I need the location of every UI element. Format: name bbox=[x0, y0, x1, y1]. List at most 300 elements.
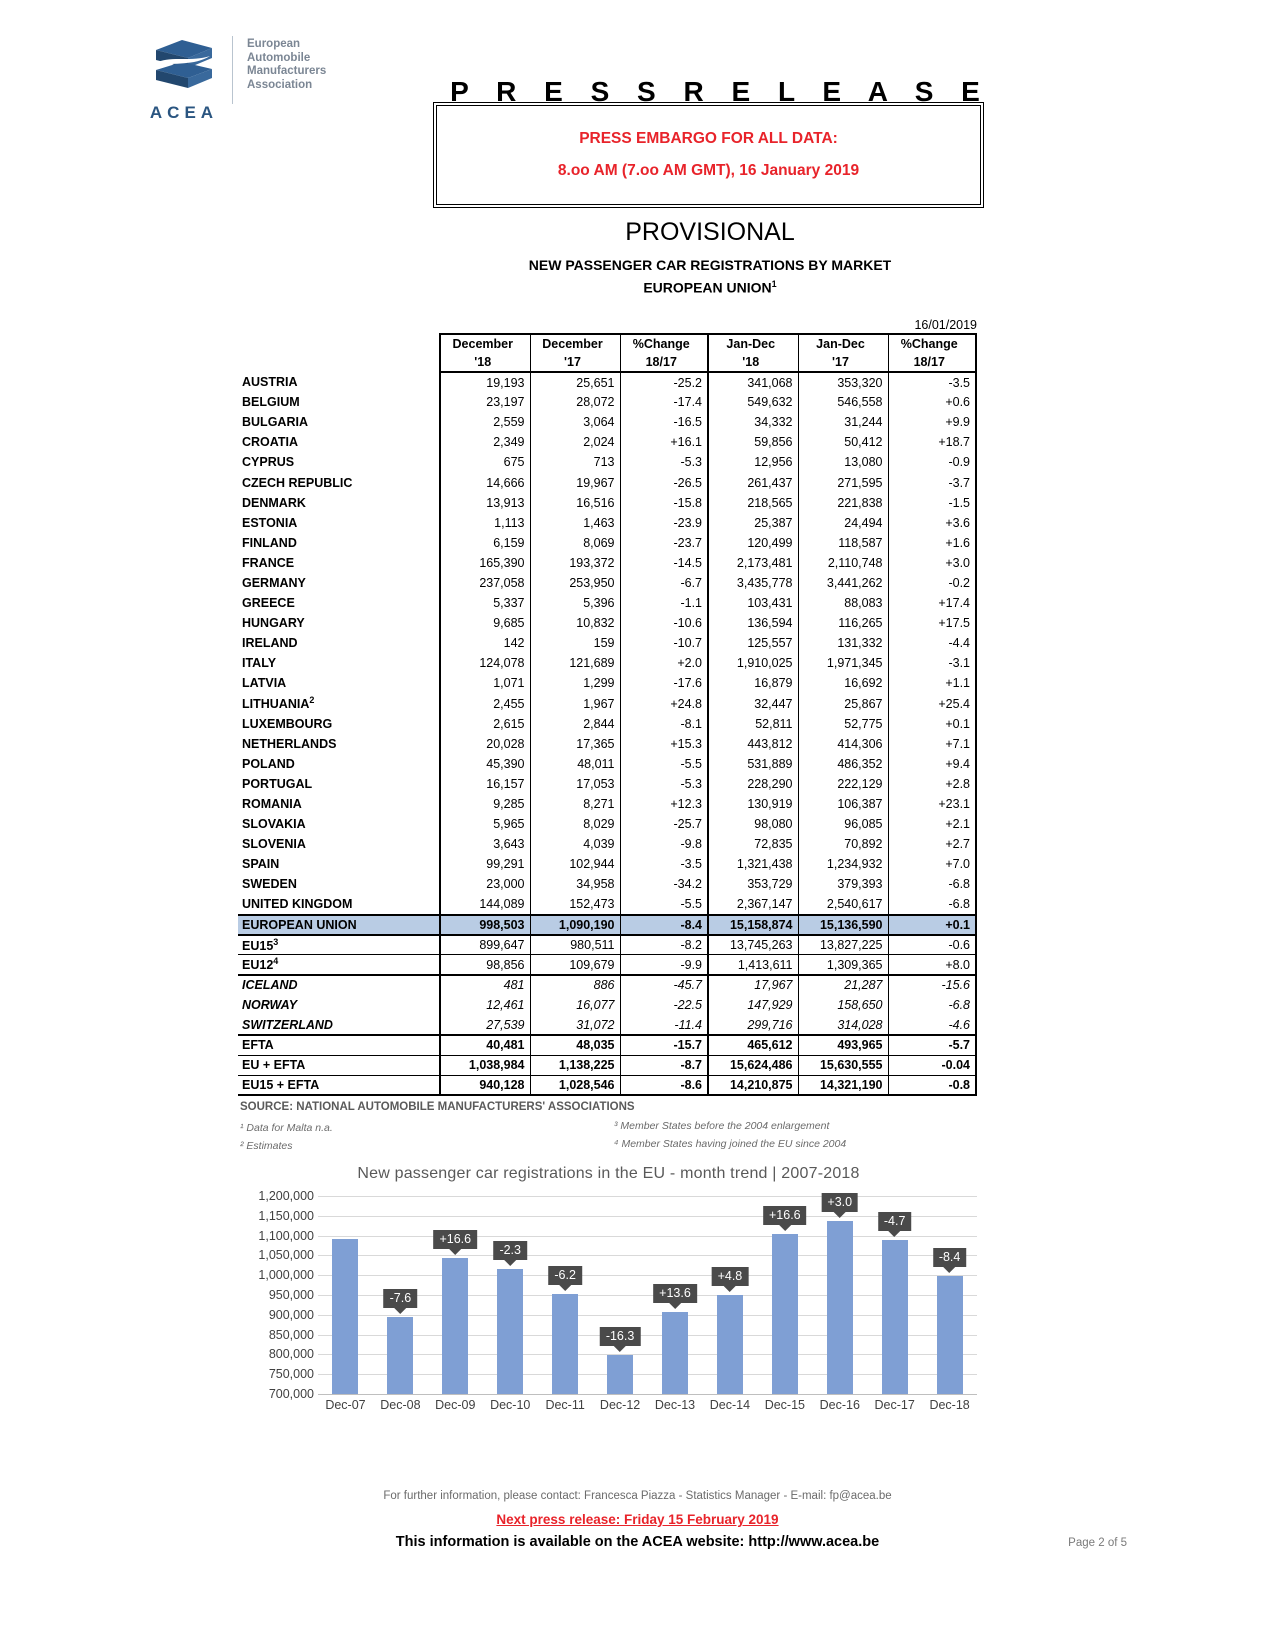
cell-jandec-change: -6.8 bbox=[888, 874, 976, 894]
row-country-name: LUXEMBOURG bbox=[242, 716, 333, 731]
cell-dec17: 109,679 bbox=[530, 955, 620, 975]
chart-bar-group bbox=[922, 1196, 977, 1394]
cell-jandec18: 98,080 bbox=[708, 814, 798, 834]
chart-y-tick-label: 900,000 bbox=[268, 1307, 314, 1322]
cell-jandec-change: +2.7 bbox=[888, 834, 976, 854]
footer-next-release[interactable]: Next press release: Friday 15 February 2019 bbox=[496, 1512, 779, 1527]
acea-wordmark: ACEA bbox=[149, 103, 219, 122]
acea-logo bbox=[148, 36, 326, 123]
cell-jandec18: 465,612 bbox=[708, 1035, 798, 1055]
table-body bbox=[238, 372, 976, 1095]
acea-stacked-blocks-logo-icon bbox=[148, 36, 220, 101]
row-country-name: $EU12^4$ bbox=[238, 955, 440, 975]
cell-jandec17: 2,110,748 bbox=[798, 553, 888, 573]
chart-y-tick-label: 950,000 bbox=[268, 1288, 314, 1302]
cell-jandec18: 228,290 bbox=[708, 774, 798, 794]
table-row bbox=[238, 1035, 976, 1055]
table-row bbox=[238, 814, 976, 834]
cell-dec18: 5,337 bbox=[440, 593, 530, 613]
chart-bar bbox=[497, 1269, 523, 1394]
chart-bar-label: -6.2 bbox=[548, 1266, 582, 1285]
cell-dec17: 1,138,225 bbox=[530, 1055, 620, 1075]
cell-dec18: 23,000 bbox=[440, 874, 530, 894]
cell-dec18: 142 bbox=[440, 633, 530, 653]
cell-dec17: 8,271 bbox=[530, 794, 620, 814]
table-row bbox=[238, 533, 976, 553]
chart-bar bbox=[662, 1312, 688, 1394]
chart-y-tick-label: 1,100,000 bbox=[258, 1228, 314, 1243]
cell-jandec-change: -1.5 bbox=[888, 493, 976, 513]
cell-dec17: 121,689 bbox=[530, 653, 620, 673]
cell-dec18: 237,058 bbox=[440, 573, 530, 593]
row-country-name: FINLAND bbox=[242, 535, 297, 550]
col-header-jandec18: Jan-Dec bbox=[708, 334, 798, 353]
cell-dec18: 16,157 bbox=[440, 774, 530, 794]
cell-jandec18: 443,812 bbox=[708, 734, 798, 754]
cell-dec18: 3,643 bbox=[440, 834, 530, 854]
cell-dec17: 16,516 bbox=[530, 493, 620, 513]
cell-dec18: 99,291 bbox=[440, 854, 530, 874]
table-row bbox=[238, 472, 976, 492]
row-country-name: SLOVAKIA bbox=[242, 817, 306, 832]
cell-dec18: 98,856 bbox=[440, 955, 530, 975]
chart-bar-label: -4.7 bbox=[878, 1212, 912, 1231]
cell-jandec18: 531,889 bbox=[708, 754, 798, 774]
chart-bar-label: +4.8 bbox=[712, 1267, 749, 1286]
cell-jandec17: 13,827,225 bbox=[798, 935, 888, 955]
col-subheader-dec17: '17 bbox=[530, 353, 620, 372]
chart-bar bbox=[387, 1317, 413, 1394]
chart-bar-group bbox=[483, 1196, 538, 1394]
chart-bar-group bbox=[648, 1196, 703, 1394]
cell-dec17: 4,039 bbox=[530, 834, 620, 854]
table-row bbox=[238, 794, 976, 814]
cell-jandec17: 16,692 bbox=[798, 673, 888, 693]
row-country-name: EUROPEAN UNION bbox=[238, 915, 440, 935]
cell-jandec18: 2,367,147 bbox=[708, 894, 798, 914]
cell-jandec17: 116,265 bbox=[798, 613, 888, 633]
chart-bar bbox=[717, 1295, 743, 1394]
cell-jandec17: 14,321,190 bbox=[798, 1075, 888, 1095]
chart-bar bbox=[442, 1258, 468, 1394]
cell-dec17: 17,053 bbox=[530, 774, 620, 794]
cell-jandec18: 25,387 bbox=[708, 513, 798, 533]
cell-dec-change: -8.1 bbox=[620, 714, 708, 734]
subtitle-footnote-marker: 1 bbox=[771, 279, 777, 289]
subtitle-line-2 bbox=[400, 275, 1020, 298]
table-row bbox=[238, 894, 976, 914]
cell-dec18: 124,078 bbox=[440, 653, 530, 673]
cell-jandec-change: +2.8 bbox=[888, 774, 976, 794]
chart-bar bbox=[607, 1355, 633, 1394]
cell-jandec17: 50,412 bbox=[798, 432, 888, 452]
cell-jandec18: 125,557 bbox=[708, 633, 798, 653]
chart-x-tick-label: Dec-09 bbox=[435, 1398, 476, 1412]
row-country-name: ESTONIA bbox=[242, 515, 298, 530]
chart-y-tick-label: 1,150,000 bbox=[258, 1208, 314, 1223]
cell-jandec-change: +25.4 bbox=[888, 694, 976, 714]
chart-x-axis bbox=[318, 1398, 977, 1412]
cell-jandec-change: -3.5 bbox=[888, 372, 976, 392]
row-country-name: PORTUGAL bbox=[242, 776, 313, 791]
row-footnote-marker: 4 bbox=[273, 956, 279, 967]
cell-dec-change: -15.7 bbox=[620, 1035, 708, 1055]
cell-jandec17: 25,867 bbox=[798, 694, 888, 714]
cell-jandec-change: +1.1 bbox=[888, 673, 976, 693]
cell-jandec18: 261,437 bbox=[708, 472, 798, 492]
row-country-name: EU15 + EFTA bbox=[238, 1075, 440, 1095]
cell-dec18: 20,028 bbox=[440, 734, 530, 754]
cell-dec18: 899,647 bbox=[440, 935, 530, 955]
row-country-name: AUSTRIA bbox=[242, 375, 298, 390]
table-row bbox=[238, 372, 976, 392]
chart-bar-label: +16.6 bbox=[433, 1230, 477, 1249]
source-line: SOURCE: NATIONAL AUTOMOBILE MANUFACTURERS' ASSOCIATIONS bbox=[240, 1101, 635, 1113]
cell-jandec17: 31,244 bbox=[798, 412, 888, 432]
cell-jandec-change: +0.6 bbox=[888, 392, 976, 412]
cell-jandec-change: -3.1 bbox=[888, 653, 976, 673]
chart-y-tick-label: 1,000,000 bbox=[258, 1268, 314, 1283]
cell-dec-change: -16.5 bbox=[620, 412, 708, 432]
cell-jandec17: 131,332 bbox=[798, 633, 888, 653]
cell-jandec17: 88,083 bbox=[798, 593, 888, 613]
chart-x-tick-label: Dec-14 bbox=[709, 1398, 751, 1412]
cell-jandec18: 1,321,438 bbox=[708, 854, 798, 874]
cell-dec-change: -22.5 bbox=[620, 995, 708, 1015]
page-title: PROVISIONAL bbox=[625, 218, 795, 246]
press-release-heading: P R E S S R E L E A S E bbox=[450, 76, 990, 107]
col-header-jandec-change: %Change bbox=[888, 334, 976, 353]
cell-dec-change: -5.5 bbox=[620, 754, 708, 774]
table-row bbox=[238, 975, 976, 995]
table-row bbox=[238, 955, 976, 975]
cell-jandec-change: +7.0 bbox=[888, 854, 976, 874]
row-country-name: LITHUANIA$^2$ bbox=[242, 695, 315, 712]
cell-jandec17: 15,630,555 bbox=[798, 1055, 888, 1075]
chart-bar-group bbox=[757, 1196, 812, 1394]
col-subheader-jandec17: '17 bbox=[798, 353, 888, 372]
table-row bbox=[238, 392, 976, 412]
cell-dec18: 9,685 bbox=[440, 613, 530, 633]
cell-jandec17: 118,587 bbox=[798, 533, 888, 553]
chart-bar bbox=[332, 1239, 358, 1394]
row-country-name: BULGARIA bbox=[242, 415, 308, 430]
cell-dec18: 45,390 bbox=[440, 754, 530, 774]
cell-jandec-change: -0.9 bbox=[888, 452, 976, 472]
footnote-3: ³ Member States before the 2004 enlargement bbox=[614, 1120, 830, 1132]
cell-dec17: 19,967 bbox=[530, 472, 620, 492]
col-header-dec18: December bbox=[440, 334, 530, 353]
cell-jandec18: 1,910,025 bbox=[708, 653, 798, 673]
cell-jandec17: 493,965 bbox=[798, 1035, 888, 1055]
row-country-name: SPAIN bbox=[242, 857, 280, 872]
cell-dec18: 2,455 bbox=[440, 694, 530, 714]
cell-dec17: 1,090,190 bbox=[530, 915, 620, 935]
cell-jandec17: 1,971,345 bbox=[798, 653, 888, 673]
table-row bbox=[238, 452, 976, 472]
cell-jandec-change: +2.1 bbox=[888, 814, 976, 834]
cell-dec18: 998,503 bbox=[440, 915, 530, 935]
chart-bar-group bbox=[538, 1196, 593, 1394]
cell-dec-change: -10.6 bbox=[620, 613, 708, 633]
table-row bbox=[238, 714, 976, 734]
cell-dec17: 8,069 bbox=[530, 533, 620, 553]
month-trend-chart bbox=[236, 1163, 981, 1428]
cell-dec17: 10,832 bbox=[530, 613, 620, 633]
row-country-name: SWITZERLAND bbox=[242, 1017, 333, 1032]
chart-bar-group bbox=[593, 1196, 648, 1394]
cell-dec-change: -17.6 bbox=[620, 673, 708, 693]
cell-dec-change: +24.8 bbox=[620, 694, 708, 714]
header-spacer-2 bbox=[238, 353, 440, 372]
row-country-name: CROATIA bbox=[242, 435, 299, 450]
cell-dec-change: -8.6 bbox=[620, 1075, 708, 1095]
cell-jandec-change: -15.6 bbox=[888, 975, 976, 995]
cell-dec17: 886 bbox=[530, 975, 620, 995]
chart-grid bbox=[318, 1196, 977, 1394]
table-row bbox=[238, 1055, 976, 1075]
table-row bbox=[238, 653, 976, 673]
cell-jandec17: 21,287 bbox=[798, 975, 888, 995]
cell-dec17: 1,967 bbox=[530, 694, 620, 714]
chart-bar-label: +13.6 bbox=[653, 1284, 697, 1303]
cell-dec17: 2,024 bbox=[530, 432, 620, 452]
table-row bbox=[238, 493, 976, 513]
cell-dec18: 481 bbox=[440, 975, 530, 995]
col-subheader-jandec18: '18 bbox=[708, 353, 798, 372]
cell-jandec18: 2,173,481 bbox=[708, 553, 798, 573]
chart-bar bbox=[552, 1294, 578, 1394]
chart-x-tick-label: Dec-13 bbox=[654, 1398, 696, 1412]
cell-jandec18: 549,632 bbox=[708, 392, 798, 412]
cell-jandec18: 3,435,778 bbox=[708, 573, 798, 593]
cell-jandec18: 52,811 bbox=[708, 714, 798, 734]
cell-jandec-change: -4.6 bbox=[888, 1015, 976, 1035]
chart-x-tick-label: Dec-07 bbox=[325, 1398, 366, 1412]
row-country-name: GREECE bbox=[242, 596, 295, 611]
table-row bbox=[238, 633, 976, 653]
cell-dec18: 2,349 bbox=[440, 432, 530, 452]
cell-jandec17: 221,838 bbox=[798, 493, 888, 513]
cell-jandec17: 24,494 bbox=[798, 513, 888, 533]
row-country-name: HUNGARY bbox=[242, 616, 305, 631]
cell-jandec-change: -6.8 bbox=[888, 995, 976, 1015]
chart-bar-label: -8.4 bbox=[933, 1248, 967, 1267]
cell-dec18: 675 bbox=[440, 452, 530, 472]
cell-jandec18: 103,431 bbox=[708, 593, 798, 613]
cell-jandec-change: -0.2 bbox=[888, 573, 976, 593]
cell-jandec-change: -3.7 bbox=[888, 472, 976, 492]
cell-jandec17: 52,775 bbox=[798, 714, 888, 734]
cell-dec-change: +12.3 bbox=[620, 794, 708, 814]
cell-jandec18: 1,413,611 bbox=[708, 955, 798, 975]
cell-dec17: 2,844 bbox=[530, 714, 620, 734]
footer-website[interactable]: This information is available on the ACEA website: http://www.acea.be bbox=[395, 1534, 880, 1550]
cell-jandec-change: -5.7 bbox=[888, 1035, 976, 1055]
cell-jandec-change: +8.0 bbox=[888, 955, 976, 975]
cell-jandec-change: +9.9 bbox=[888, 412, 976, 432]
cell-dec-change: -11.4 bbox=[620, 1015, 708, 1035]
cell-dec18: 2,559 bbox=[440, 412, 530, 432]
cell-dec-change: -8.4 bbox=[620, 915, 708, 935]
cell-jandec18: 32,447 bbox=[708, 694, 798, 714]
cell-dec17: 253,950 bbox=[530, 573, 620, 593]
cell-jandec18: 15,624,486 bbox=[708, 1055, 798, 1075]
cell-dec17: 48,035 bbox=[530, 1035, 620, 1055]
cell-dec-change: -14.5 bbox=[620, 553, 708, 573]
chart-bar-group bbox=[373, 1196, 428, 1394]
cell-jandec17: 379,393 bbox=[798, 874, 888, 894]
cell-dec-change: -1.1 bbox=[620, 593, 708, 613]
cell-dec-change: -26.5 bbox=[620, 472, 708, 492]
table-row bbox=[238, 874, 976, 894]
chart-y-tick-label: 1,050,000 bbox=[258, 1248, 314, 1263]
row-country-name: BELGIUM bbox=[242, 395, 300, 410]
cell-dec-change: -25.7 bbox=[620, 814, 708, 834]
cell-jandec18: 16,879 bbox=[708, 673, 798, 693]
table-row bbox=[238, 854, 976, 874]
cell-dec-change: -15.8 bbox=[620, 493, 708, 513]
embargo-line-1: PRESS EMBARGO FOR ALL DATA: bbox=[579, 130, 838, 147]
chart-y-tick-label: 800,000 bbox=[268, 1347, 314, 1362]
cell-jandec-change: +7.1 bbox=[888, 734, 976, 754]
table-row bbox=[238, 834, 976, 854]
chart-plot-area bbox=[236, 1189, 981, 1416]
table-row bbox=[238, 1015, 976, 1035]
cell-jandec17: 314,028 bbox=[798, 1015, 888, 1035]
chart-bar-label: +3.0 bbox=[821, 1193, 858, 1212]
cell-dec17: 713 bbox=[530, 452, 620, 472]
col-subheader-jandec-change: 18/17 bbox=[888, 353, 976, 372]
cell-jandec-change: -6.8 bbox=[888, 894, 976, 914]
row-country-name: NORWAY bbox=[242, 997, 298, 1012]
cell-dec-change: -9.9 bbox=[620, 955, 708, 975]
cell-jandec17: 1,309,365 bbox=[798, 955, 888, 975]
cell-dec18: 165,390 bbox=[440, 553, 530, 573]
chart-bar-label: -2.3 bbox=[493, 1241, 527, 1260]
cell-dec-change: -3.5 bbox=[620, 854, 708, 874]
table-row bbox=[238, 915, 976, 935]
cell-jandec18: 299,716 bbox=[708, 1015, 798, 1035]
cell-dec18: 9,285 bbox=[440, 794, 530, 814]
row-country-name: EU + EFTA bbox=[238, 1055, 440, 1075]
table-row bbox=[238, 1075, 976, 1095]
row-country-name: DENMARK bbox=[242, 495, 306, 510]
registrations-table bbox=[238, 333, 977, 1096]
cell-jandec18: 147,929 bbox=[708, 995, 798, 1015]
cell-dec-change: -5.5 bbox=[620, 894, 708, 914]
cell-dec17: 980,511 bbox=[530, 935, 620, 955]
table-row bbox=[238, 995, 976, 1015]
cell-dec17: 1,463 bbox=[530, 513, 620, 533]
cell-dec17: 17,365 bbox=[530, 734, 620, 754]
cell-jandec17: 546,558 bbox=[798, 392, 888, 412]
cell-dec18: 940,128 bbox=[440, 1075, 530, 1095]
cell-dec-change: -25.2 bbox=[620, 372, 708, 392]
table-row bbox=[238, 412, 976, 432]
chart-bar-label: -16.3 bbox=[600, 1327, 641, 1346]
chart-x-tick-label: Dec-18 bbox=[929, 1398, 970, 1412]
cell-jandec17: 15,136,590 bbox=[798, 915, 888, 935]
row-country-name: LATVIA bbox=[242, 676, 287, 691]
cell-jandec18: 341,068 bbox=[708, 372, 798, 392]
cell-jandec17: 106,387 bbox=[798, 794, 888, 814]
cell-dec18: 12,461 bbox=[440, 995, 530, 1015]
page-subtitle bbox=[400, 256, 1020, 298]
cell-jandec18: 34,332 bbox=[708, 412, 798, 432]
cell-dec-change: -23.9 bbox=[620, 513, 708, 533]
cell-dec17: 159 bbox=[530, 633, 620, 653]
chart-y-tick-label: 750,000 bbox=[268, 1367, 314, 1382]
cell-jandec17: 158,650 bbox=[798, 995, 888, 1015]
chart-bar-label: +16.6 bbox=[763, 1206, 807, 1225]
cell-jandec-change: -0.04 bbox=[888, 1055, 976, 1075]
chart-title: New passenger car registrations in the EU - month trend | 2007-2018 bbox=[357, 1165, 860, 1182]
chart-bar-group bbox=[318, 1196, 373, 1394]
cell-jandec-change: -0.6 bbox=[888, 935, 976, 955]
cell-jandec-change: +3.0 bbox=[888, 553, 976, 573]
chart-y-tick-label: 1,200,000 bbox=[258, 1189, 314, 1203]
table-row bbox=[238, 754, 976, 774]
chart-x-tick-label: Dec-17 bbox=[874, 1398, 915, 1412]
chart-bar-group bbox=[702, 1196, 757, 1394]
footnote-2: ² Estimates bbox=[240, 1140, 293, 1152]
chart-y-tick-label: 850,000 bbox=[268, 1327, 314, 1342]
chart-x-tick-label: Dec-11 bbox=[545, 1398, 585, 1412]
table-date: 16/01/2019 bbox=[914, 318, 977, 332]
cell-dec17: 193,372 bbox=[530, 553, 620, 573]
cell-dec-change: +2.0 bbox=[620, 653, 708, 673]
chart-bar bbox=[772, 1234, 798, 1394]
row-footnote-marker: 2 bbox=[309, 695, 315, 706]
cell-jandec18: 72,835 bbox=[708, 834, 798, 854]
cell-dec17: 5,396 bbox=[530, 593, 620, 613]
cell-dec17: 3,064 bbox=[530, 412, 620, 432]
row-country-name: FRANCE bbox=[242, 555, 295, 570]
table-row bbox=[238, 553, 976, 573]
cell-jandec-change: +23.1 bbox=[888, 794, 976, 814]
table-row bbox=[238, 573, 976, 593]
chart-y-axis bbox=[236, 1189, 314, 1401]
cell-jandec17: 70,892 bbox=[798, 834, 888, 854]
cell-jandec-change: +1.6 bbox=[888, 533, 976, 553]
cell-dec18: 1,113 bbox=[440, 513, 530, 533]
cell-jandec-change: +17.4 bbox=[888, 593, 976, 613]
cell-jandec17: 486,352 bbox=[798, 754, 888, 774]
cell-jandec17: 271,595 bbox=[798, 472, 888, 492]
cell-dec18: 2,615 bbox=[440, 714, 530, 734]
cell-jandec-change: +0.1 bbox=[888, 915, 976, 935]
cell-dec-change: -8.7 bbox=[620, 1055, 708, 1075]
row-country-name: SLOVENIA bbox=[242, 837, 306, 852]
row-country-name: GERMANY bbox=[242, 575, 306, 590]
cell-jandec18: 136,594 bbox=[708, 613, 798, 633]
cell-dec18: 27,539 bbox=[440, 1015, 530, 1035]
table-row bbox=[238, 935, 976, 955]
table-header-row-top bbox=[238, 334, 976, 353]
cell-dec-change: -34.2 bbox=[620, 874, 708, 894]
col-subheader-dec18: '18 bbox=[440, 353, 530, 372]
cell-dec17: 34,958 bbox=[530, 874, 620, 894]
cell-jandec17: 3,441,262 bbox=[798, 573, 888, 593]
cell-dec17: 16,077 bbox=[530, 995, 620, 1015]
chart-bar-group bbox=[867, 1196, 922, 1394]
cell-jandec17: 353,320 bbox=[798, 372, 888, 392]
cell-jandec-change: -0.8 bbox=[888, 1075, 976, 1095]
col-header-jandec17: Jan-Dec bbox=[798, 334, 888, 353]
cell-jandec-change: -4.4 bbox=[888, 633, 976, 653]
cell-jandec17: 13,080 bbox=[798, 452, 888, 472]
